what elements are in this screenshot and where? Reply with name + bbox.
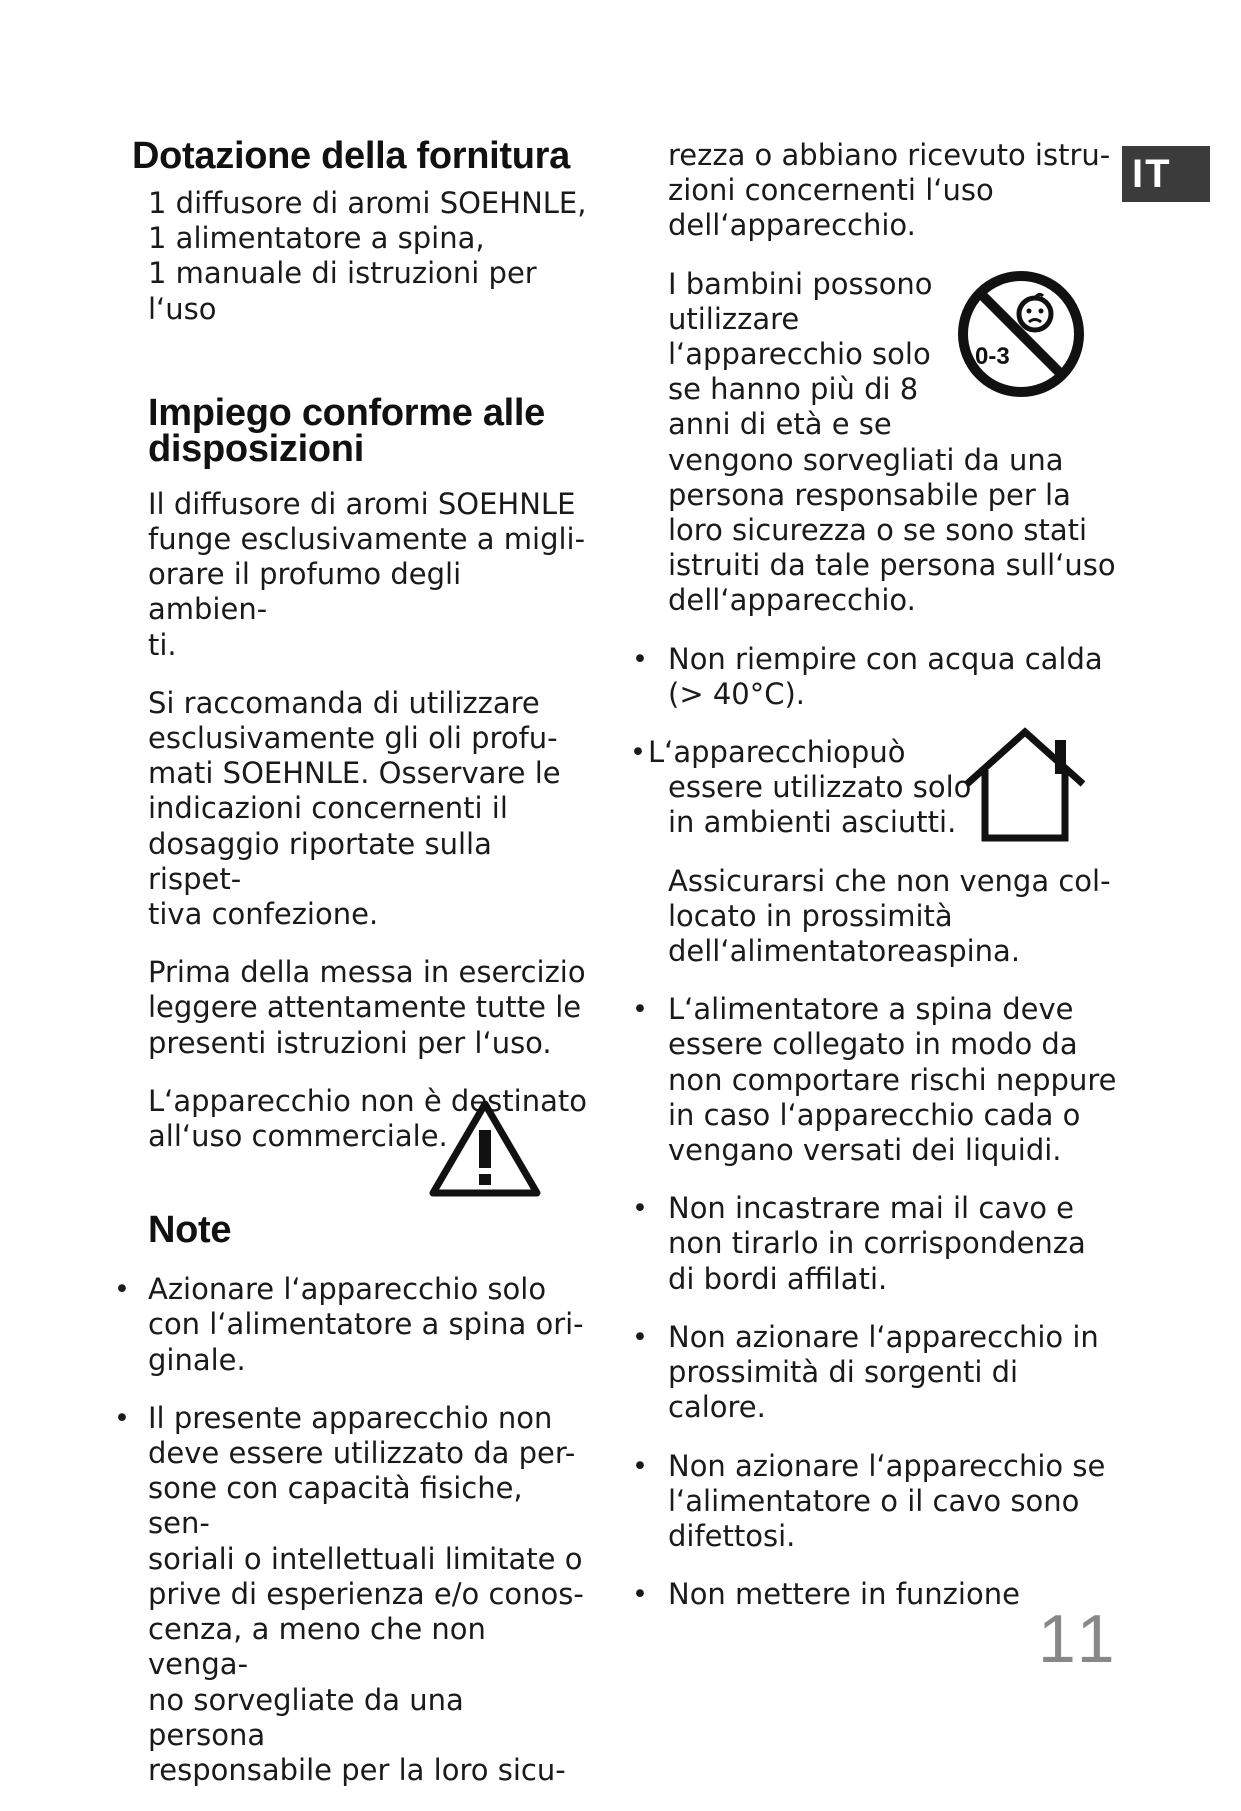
house-indoor-icon	[963, 726, 1087, 844]
note-text: Non riempire con acqua calda (> 40°C).	[668, 641, 1103, 711]
page-number: 11	[1038, 1601, 1121, 1677]
supply-list: 1 diffusore di aromi SOEHNLE, 1 alimentatore a spina, 1 manuale di istruzioni per l‘uso	[148, 186, 587, 326]
note-text: L‘alimentatore a spina deve essere collegato in modo da non comportare rischi neppure in caso l‘apparecchio cada o vengano versati dei liquidi.	[668, 992, 1117, 1168]
bullet-dot: •	[114, 1402, 130, 1434]
note-bullet-restricted-persons	[114, 1400, 588, 1788]
use-heading: Impiego conforme alle disposizioni	[148, 391, 546, 470]
use-paragraph-4: L‘apparecchio non è destinato all‘uso commerciale.	[148, 1083, 587, 1154]
bullet-dot: •	[632, 994, 648, 1026]
note-text: Non mettere in funzione	[668, 1577, 1020, 1612]
use-paragraph-1: Il diffusore di aromi SOEHNLE funge esclusivamente a migli- orare il profumo degli ambien- ti.	[148, 486, 586, 662]
note-bullet-adapter-safety	[632, 992, 1118, 1168]
note-text: essere utilizzato solo in ambienti asciutti.	[668, 770, 972, 840]
continued-text: rezza o abbiano ricevuto istru- zioni concernenti l‘uso dell‘apparecchio.	[668, 138, 1111, 243]
note-bullet-original-adapter	[114, 1272, 588, 1378]
bullet-dot: •	[632, 643, 648, 675]
warning-triangle-icon	[428, 1098, 542, 1198]
note-bullet-cable	[632, 1191, 1118, 1297]
note-text: Azionare l‘apparecchio solo con l‘alimentatore a spina ori- ginale.	[148, 1272, 584, 1377]
children-text-part1: I bambini possono utilizzare l‘apparecchio solo se hanno più di 8 anni di età e se	[668, 266, 933, 442]
bullet-dot: •	[632, 1450, 648, 1482]
note-text: Non incastrare mai il cavo e non tirarlo in corrispondenza di bordi affilati.	[668, 1191, 1086, 1296]
not-for-children-icon	[955, 268, 1087, 400]
note-bullet-heat-sources	[632, 1319, 1118, 1426]
bullet-dot: •	[632, 1579, 648, 1611]
bullet-dot: •	[630, 737, 646, 769]
adapter-placement-note: Assicurarsi che non venga col- locato in prossimità dell‘alimentatoreaspina.	[668, 863, 1111, 969]
language-badge: IT	[1122, 146, 1210, 202]
note-bullet-hot-water	[632, 641, 1118, 712]
bullet-dot: •	[632, 1321, 648, 1353]
note-bullet-defective	[632, 1448, 1118, 1555]
left-column	[114, 135, 588, 1811]
children-text-part2: vengono sorvegliati da una persona responsabile per la loro sicurezza o se sono stati istruiti da tale persona sull‘uso dell‘apparecchio.	[668, 442, 1116, 618]
note-text-first-line: L‘apparecchiopuò	[648, 735, 906, 770]
bullet-dot: •	[632, 1193, 648, 1225]
note-text: Non azionare l‘apparecchio in prossimità di sorgenti di calore.	[668, 1319, 1099, 1425]
notes-heading: Note	[148, 1209, 232, 1252]
supply-heading: Dotazione della fornitura	[132, 135, 570, 177]
use-paragraph-3: Prima della messa in esercizio leggere attentamente tutte le presenti istruzioni per l‘uso.	[148, 955, 586, 1060]
use-paragraph-2: Si raccomanda di utilizzare esclusivamente gli oli profu- mati SOEHNLE. Osservare le indicazioni concernenti il dosaggio riportate sulla rispet- tiva confezione.	[148, 685, 561, 932]
age-range-label: 0-3	[975, 343, 1010, 370]
bullet-dot: •	[114, 1274, 130, 1306]
note-text: Non azionare l‘apparecchio se l‘alimentatore o il cavo sono difettosi.	[668, 1448, 1106, 1553]
note-text: Il presente apparecchio non deve essere utilizzato da per- sone con capacità fisiche, sen- soriali o intellettuali limitate o prive di esperienza e/o conos- cenza, a meno che non venga- no sorvegliate da una persona responsabile per la loro sicu-	[148, 1400, 584, 1787]
